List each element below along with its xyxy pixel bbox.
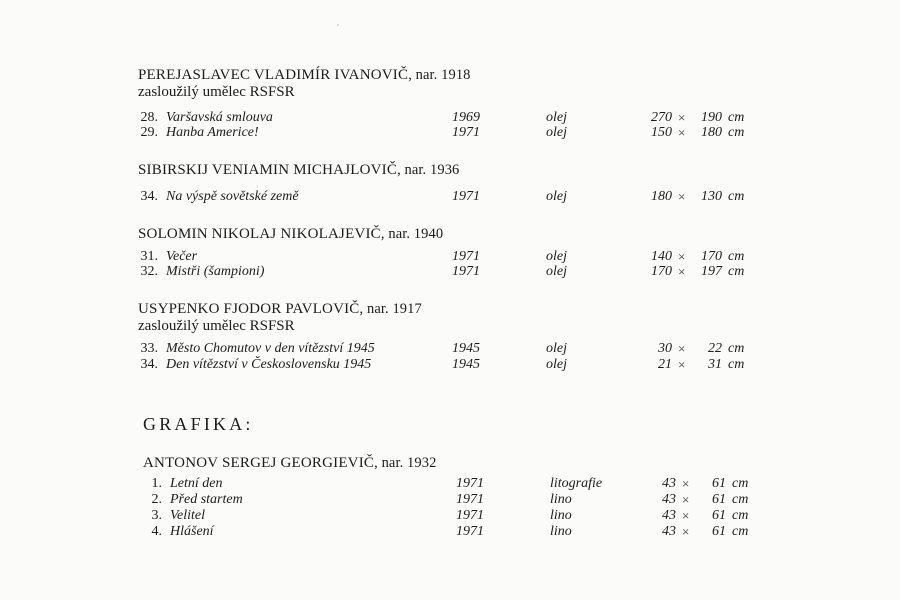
work-height: 61 [712,508,726,523]
work-width: 170 [651,264,672,279]
artist-name: ANTONOV SERGEJ GEORGIEVIČ [143,455,375,471]
work-unit: cm [728,357,745,372]
work-row [0,524,900,540]
dimension-times: × [682,476,690,491]
dimension-times: × [678,264,686,279]
work-row [0,476,900,492]
work-year: 1971 [452,189,480,204]
work-title: Varšavská smlouva [166,110,273,125]
dimension-times: × [682,492,690,507]
artist-heading [138,301,422,318]
dimension-times: × [678,341,686,356]
work-number: 33. [140,341,158,356]
artist-birth: , nar. 1936 [397,162,460,178]
work-height: 61 [712,524,726,539]
artist-name: USYPENKO FJODOR PAVLOVIČ [138,301,360,317]
work-title: Den vítězství v Československu 1945 [166,357,372,372]
work-unit: cm [728,189,745,204]
work-medium: lino [550,508,572,523]
work-unit: cm [732,492,749,507]
work-title: Před startem [170,492,243,507]
work-number: 1. [151,476,162,491]
work-row [0,341,900,357]
work-height: 197 [701,264,722,279]
work-number: 4. [151,524,162,539]
work-medium: olej [546,189,567,204]
work-height: 61 [712,476,726,491]
work-unit: cm [728,341,745,356]
artist-birth: , nar. 1932 [374,455,437,471]
paper-speck [337,24,339,26]
work-year: 1971 [456,524,484,539]
work-row [0,508,900,524]
artist-name: SIBIRSKIJ VENIAMIN MICHAJLOVIČ [138,162,398,178]
work-row [0,264,900,280]
work-height: 180 [701,125,722,140]
dimension-times: × [682,508,690,523]
work-number: 3. [151,508,162,523]
work-unit: cm [728,249,745,264]
work-width: 30 [658,341,672,356]
work-height: 130 [701,189,722,204]
work-height: 31 [708,357,722,372]
dimension-times: × [678,110,686,125]
work-row [0,125,900,141]
work-width: 43 [662,492,676,507]
artist-title: zasloužilý umělec RSFSR [138,318,295,334]
work-width: 43 [662,508,676,523]
artist-name: SOLOMIN NIKOLAJ NIKOLAJEVIČ [138,226,381,242]
artist-heading [138,226,443,243]
work-unit: cm [732,508,749,523]
work-number: 31. [140,249,158,264]
work-title: Velitel [170,508,205,523]
work-medium: olej [546,341,567,356]
dimension-times: × [678,249,686,264]
artist-heading [138,67,471,84]
work-width: 140 [651,249,672,264]
dimension-times: × [678,189,686,204]
artist-title: zasloužilý umělec RSFSR [138,84,295,100]
work-medium: litografie [550,476,603,491]
work-medium: olej [546,357,567,372]
work-year: 1945 [452,357,480,372]
work-row [0,189,900,205]
work-year: 1971 [452,264,480,279]
work-number: 34. [140,189,158,204]
section-heading: GRAFIKA: [143,414,254,434]
dimension-times: × [682,524,690,539]
work-medium: olej [546,125,567,140]
work-year: 1971 [456,476,484,491]
work-width: 43 [662,476,676,491]
work-title: Hanba Americe! [166,125,259,140]
work-number: 32. [140,264,158,279]
artist-birth: , nar. 1917 [359,301,422,317]
work-medium: olej [546,264,567,279]
work-title: Letní den [170,476,223,491]
work-height: 61 [712,492,726,507]
work-unit: cm [728,264,745,279]
work-year: 1971 [456,492,484,507]
work-title: Večer [166,249,198,264]
work-height: 170 [701,249,722,264]
work-width: 21 [658,357,672,372]
artist-name: PEREJASLAVEC VLADIMÍR IVANOVIČ [138,67,409,83]
work-unit: cm [732,524,749,539]
artist-birth: , nar. 1940 [380,226,444,242]
work-number: 34. [140,357,158,372]
artist-heading [143,455,436,472]
work-width: 43 [662,524,676,539]
work-width: 180 [651,189,672,204]
work-height: 190 [701,110,722,125]
work-title: Mistři (šampioni) [166,264,265,279]
work-year: 1971 [452,249,480,264]
work-number: 2. [151,492,162,507]
artist-birth: , nar. 1918 [408,67,471,83]
work-year: 1945 [452,341,480,356]
artist-heading [138,162,459,179]
work-row [0,110,900,126]
dimension-times: × [678,357,686,372]
work-year: 1971 [456,508,484,523]
work-row [0,492,900,508]
work-year: 1971 [452,125,480,140]
work-title: Na výspě sovětské země [166,189,299,204]
work-unit: cm [732,476,749,491]
work-unit: cm [728,110,745,125]
work-medium: lino [550,524,572,539]
work-title: Hlášení [170,524,214,539]
work-medium: olej [546,249,567,264]
work-medium: olej [546,110,567,125]
work-width: 270 [651,110,672,125]
work-number: 29. [140,125,158,140]
work-year: 1969 [452,110,480,125]
work-medium: lino [550,492,572,507]
work-height: 22 [708,341,722,356]
work-row [0,249,900,265]
work-unit: cm [728,125,745,140]
work-number: 28. [140,110,158,125]
work-title: Město Chomutov v den vítězství 1945 [166,341,375,356]
work-row [0,357,900,373]
dimension-times: × [678,125,686,140]
work-width: 150 [651,125,672,140]
